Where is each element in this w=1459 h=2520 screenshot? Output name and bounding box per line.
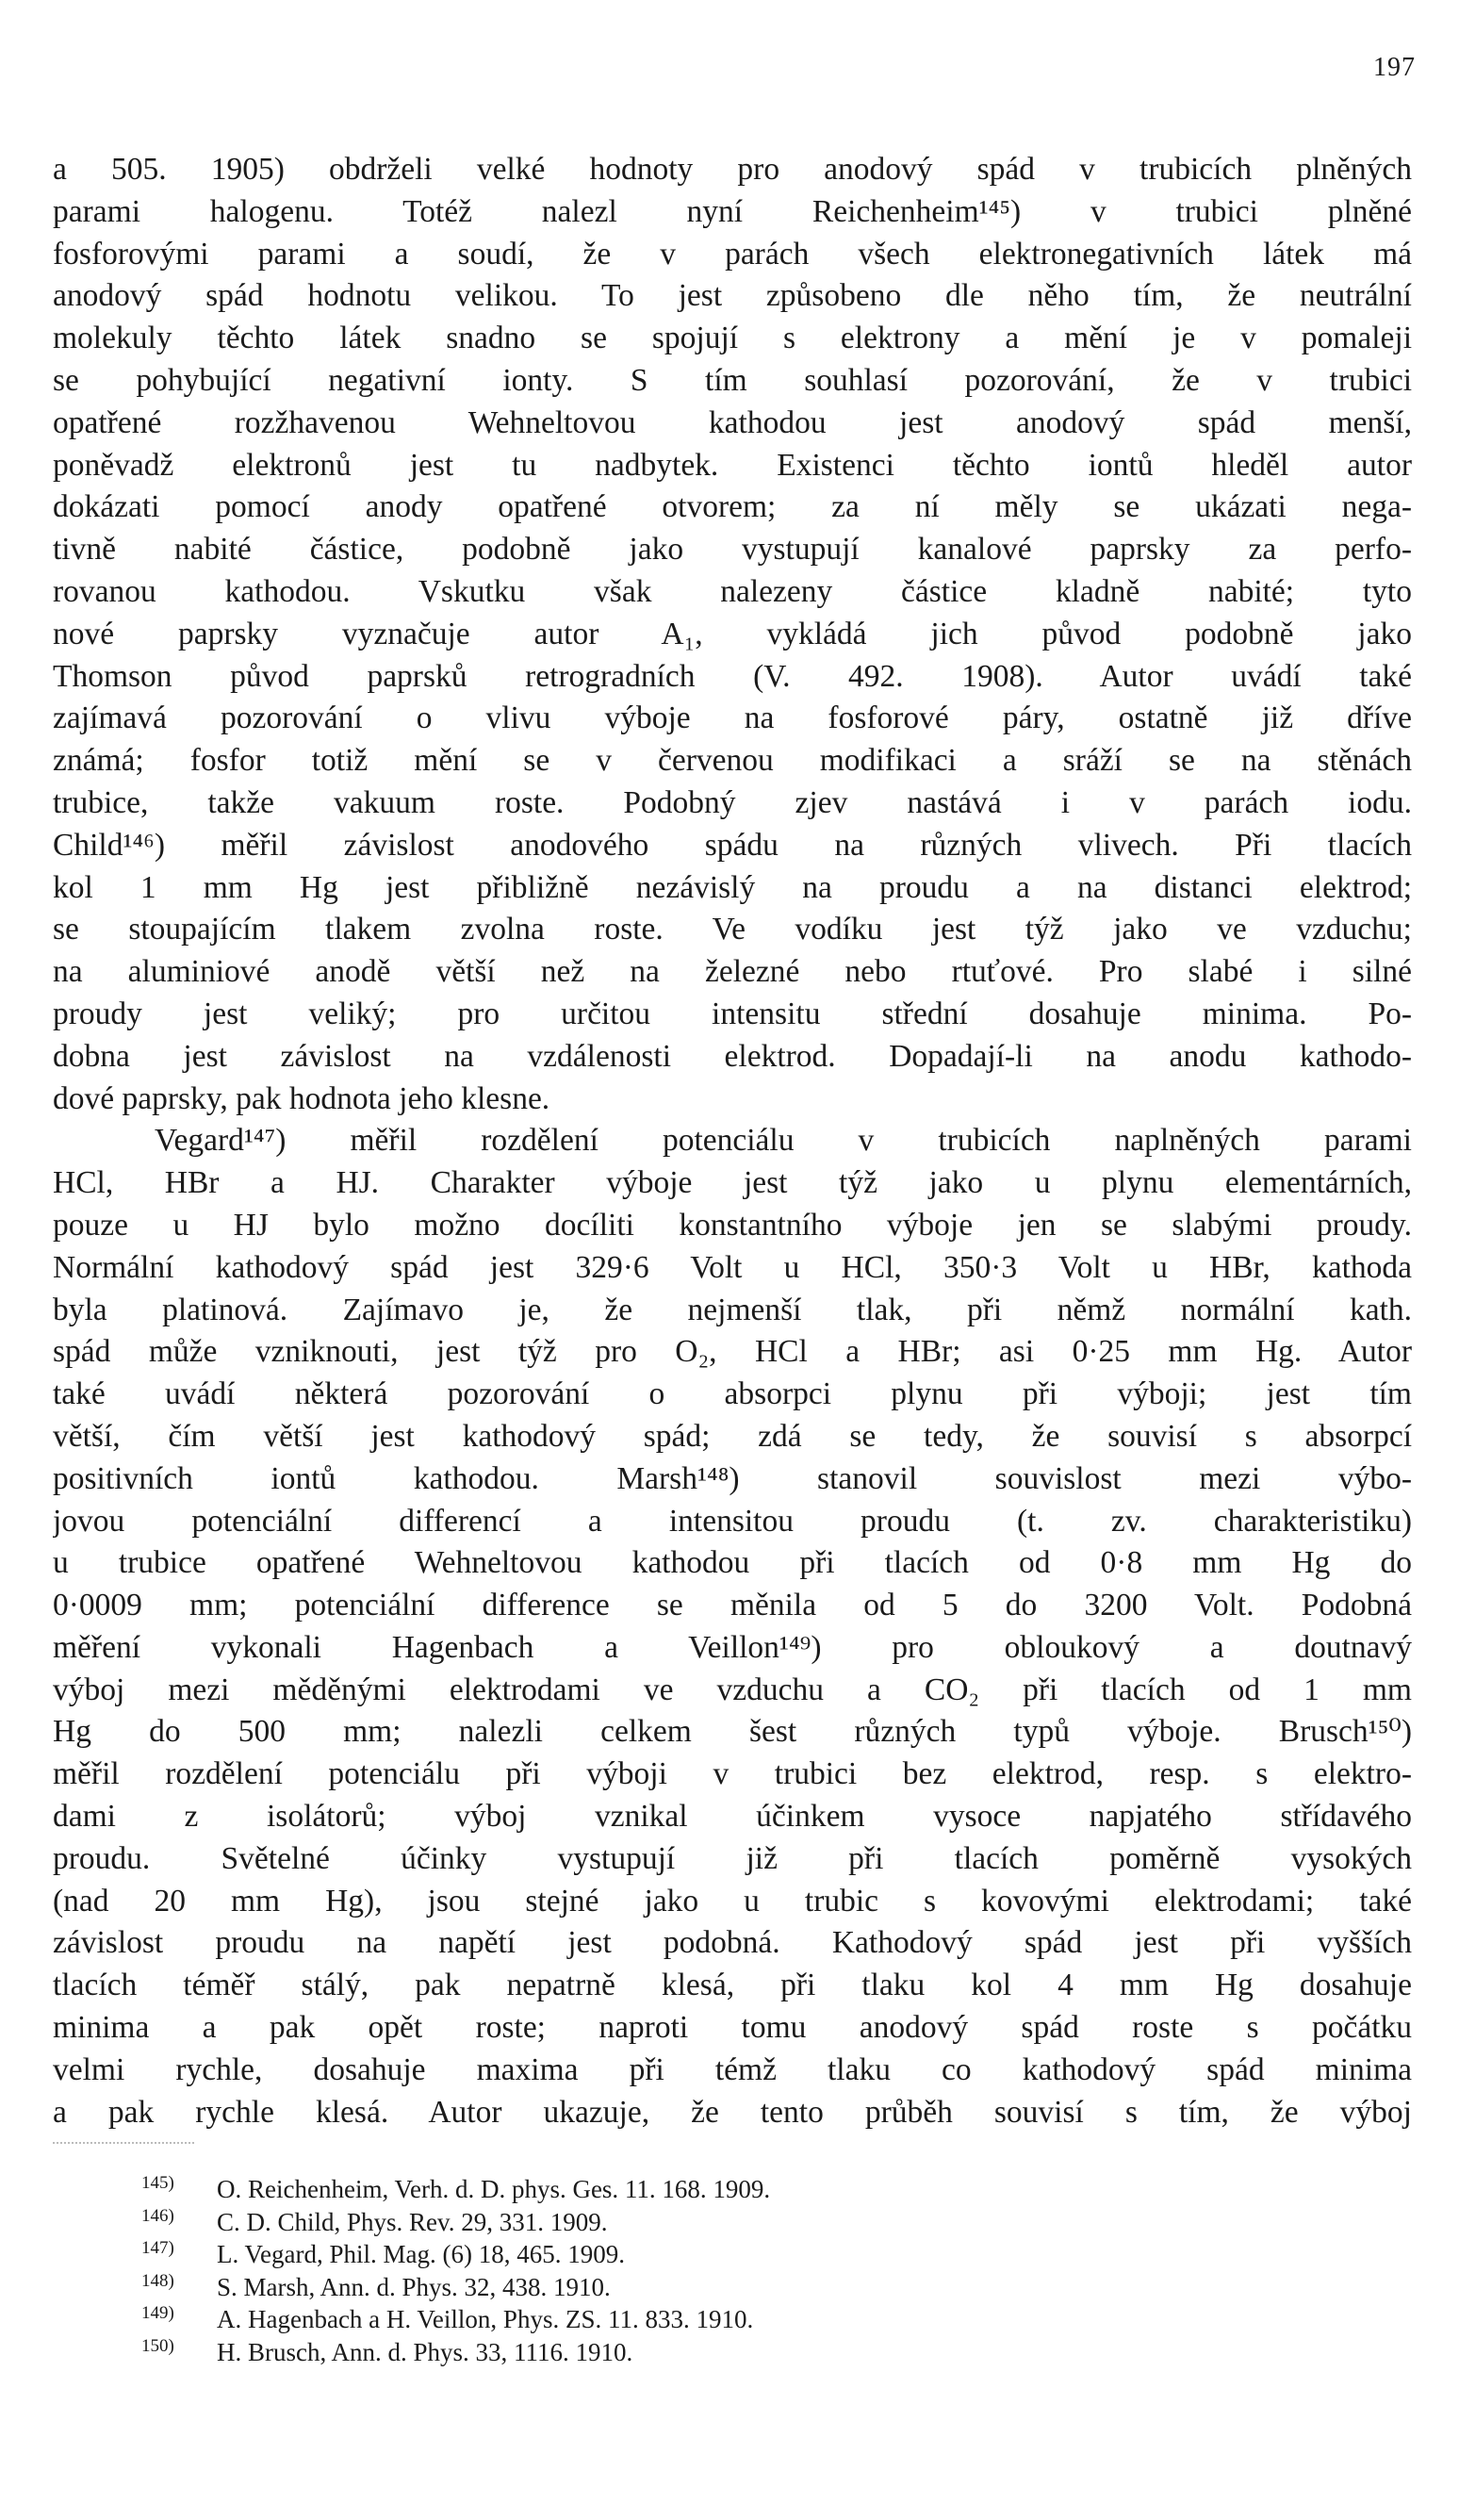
text-line: kol 1 mm Hg jest přibližně nezávislý na proudu a na distanci elektrod; — [53, 869, 1412, 905]
text-line: a pak rychle klesá. Autor ukazuje, že tento průběh souvisí s tím, že výboj — [53, 2094, 1412, 2130]
text-line: molekuly těchto látek snadno se spojují s elektrony a mění je v pomaleji — [53, 321, 1412, 356]
text-line: se pohybující negativní ionty. S tím souhlasí pozorování, že v trubici — [53, 362, 1412, 398]
text-line: opatřené rozžhavenou Wehneltovou kathodou jest anodový spád menší, — [53, 404, 1412, 440]
text-line: větší, čím větší jest kathodový spád; zdá se tedy, že souvisí s absorpcí — [53, 1418, 1412, 1454]
text-line: na aluminiové anodě větší než na železné nebo rtuťové. Pro slabé i silné — [53, 954, 1412, 990]
text-line: proudu. Světelné účinky vystupují již při tlacích poměrně vysokých — [53, 1840, 1412, 1876]
text-line: velmi rychle, dosahuje maxima při témž tlaku co kathodový spád minima — [53, 2051, 1412, 2087]
text-line: výboj mezi měděnými elektrodami ve vzduchu a CO₂ při tlacích od 1 mm — [53, 1672, 1412, 1707]
footnote-text: O. Reichenheim, Verh. d. D. phys. Ges. 11. 168. 1909. — [217, 2175, 771, 2203]
text-line: pouze u HJ bylo možno docíliti konstantního výboje jen se slabými proudy. — [53, 1207, 1412, 1243]
text-line: Child¹⁴⁶) měřil závislost anodového spádu na různých vlivech. Při tlacích — [53, 827, 1412, 863]
footnote: 147) L. Vegard, Phil. Mag. (6) 18, 465. 1909. — [141, 2238, 625, 2268]
footnotes — [141, 2173, 1320, 2368]
text-line: také uvádí některá pozorování o absorpci plynu při výboji; jest tím — [53, 1376, 1412, 1412]
text-line: tivně nabité částice, podobně jako vystupují kanalové paprsky za perfo- — [53, 532, 1412, 568]
text-line: rovanou kathodou. Vskutku však nalezeny částice kladně nabité; tyto — [53, 573, 1412, 609]
text-line: Vegard¹⁴⁷) měřil rozdělení potenciálu v trubicích naplněných parami — [155, 1123, 1412, 1159]
text-line: parami halogenu. Totéž nalezl nyní Reichenheim¹⁴⁵) v trubici plněné — [53, 193, 1412, 229]
text-line: spád může vzniknouti, jest týž pro O₂, HCl a HBr; asi 0·25 mm Hg. Autor — [53, 1334, 1412, 1370]
text-line: Normální kathodový spád jest 329·6 Volt u HCl, 350·3 Volt u HBr, kathoda — [53, 1249, 1412, 1285]
footnote-separator — [53, 2142, 194, 2144]
footnote: 150) H. Brusch, Ann. d. Phys. 33, 1116. 1910. — [141, 2335, 633, 2366]
footnote: 146) C. D. Child, Phys. Rev. 29, 331. 1909. — [141, 2205, 608, 2236]
text-line: dokázati pomocí anody opatřené otvorem; za ní měly se ukázati nega- — [53, 489, 1412, 525]
text-line: se stoupajícím tlakem zvolna roste. Ve vodíku jest týž jako ve vzduchu; — [53, 912, 1412, 947]
text-line: jovou potenciální differencí a intensitou proudu (t. zv. charakteristiku) — [53, 1503, 1412, 1539]
text-line: trubice, takže vakuum roste. Podobný zjev nastává i v parách iodu. — [53, 784, 1412, 820]
text-line: Thomson původ paprsků retrogradních (V. 492. 1908). Autor uvádí také — [53, 658, 1412, 694]
text-line: závislost proudu na napětí jest podobná. Kathodový spád jest při vyšších — [53, 1925, 1412, 1961]
text-line: dami z isolátorů; výboj vznikal účinkem vysoce napjatého střídavého — [53, 1799, 1412, 1835]
footnote: 148) S. Marsh, Ann. d. Phys. 32, 438. 1910. — [141, 2270, 611, 2301]
page-number: 197 — [1373, 53, 1416, 82]
text-line: nové paprsky vyznačuje autor A₁, vykládá jich původ podobně jako — [53, 616, 1412, 651]
text-line: dové paprsky, pak hodnota jeho klesne. — [53, 1080, 550, 1116]
text-line: minima a pak opět roste; naproti tomu anodový spád roste s počátku — [53, 2010, 1412, 2046]
text-line: poněvadž elektronů jest tu nadbytek. Existenci těchto iontů hleděl autor — [53, 447, 1412, 483]
text-line: Hg do 500 mm; nalezli celkem šest různých typů výboje. Brusch¹⁵⁰) — [53, 1714, 1412, 1750]
text-line: proudy jest veliký; pro určitou intensitu střední dosahuje minima. Po- — [53, 996, 1412, 1031]
text-line: u trubice opatřené Wehneltovou kathodou při tlacích od 0·8 mm Hg do — [53, 1545, 1412, 1581]
footnote-text: S. Marsh, Ann. d. Phys. 32, 438. 1910. — [217, 2272, 611, 2301]
text-line: fosforovými parami a soudí, že v parách všech elektronegativních látek má — [53, 236, 1412, 272]
body-text — [53, 149, 1412, 2133]
text-line: známá; fosfor totiž mění se v červenou modifikaci a sráží se na stěnách — [53, 743, 1412, 779]
footnote: 145) O. Reichenheim, Verh. d. D. phys. Ges. 11. 168. 1909. — [141, 2173, 771, 2203]
text-line: byla platinová. Zajímavo je, že nejmenší tlak, při němž normální kath. — [53, 1292, 1412, 1327]
text-line: dobna jest závislost na vzdálenosti elektrod. Dopadají-li na anodu kathodo- — [53, 1038, 1412, 1074]
text-line: (nad 20 mm Hg), jsou stejné jako u trubic s kovovými elektrodami; také — [53, 1883, 1412, 1919]
footnote-text: H. Brusch, Ann. d. Phys. 33, 1116. 1910. — [217, 2337, 633, 2366]
text-line: měřil rozdělení potenciálu při výboji v trubici bez elektrod, resp. s elektro- — [53, 1756, 1412, 1792]
text-line: zajímavá pozorování o vlivu výboje na fosforové páry, ostatně již dříve — [53, 700, 1412, 736]
footnote-text: L. Vegard, Phil. Mag. (6) 18, 465. 1909. — [217, 2240, 625, 2268]
text-line: a 505. 1905) obdrželi velké hodnoty pro anodový spád v trubicích plněných — [53, 152, 1412, 187]
text-line: HCl, HBr a HJ. Charakter výboje jest týž jako u plynu elementárních, — [53, 1165, 1412, 1201]
text-line: positivních iontů kathodou. Marsh¹⁴⁸) stanovil souvislost mezi výbo- — [53, 1460, 1412, 1496]
footnote-text: A. Hagenbach a H. Veillon, Phys. ZS. 11. 833. 1910. — [217, 2305, 754, 2333]
footnote-text: C. D. Child, Phys. Rev. 29, 331. 1909. — [217, 2207, 608, 2236]
text-line: 0·0009 mm; potenciální difference se měnila od 5 do 3200 Volt. Podobná — [53, 1588, 1412, 1623]
footnote: 149) A. Hagenbach a H. Veillon, Phys. ZS. 11. 833. 1910. — [141, 2303, 754, 2333]
text-line: anodový spád hodnotu velikou. To jest způsobeno dle něho tím, že neutrální — [53, 278, 1412, 314]
text-line: měření vykonali Hagenbach a Veillon¹⁴⁹) pro obloukový a doutnavý — [53, 1629, 1412, 1665]
text-line: tlacích téměř stálý, pak nepatrně klesá, při tlaku kol 4 mm Hg dosahuje — [53, 1968, 1412, 2003]
